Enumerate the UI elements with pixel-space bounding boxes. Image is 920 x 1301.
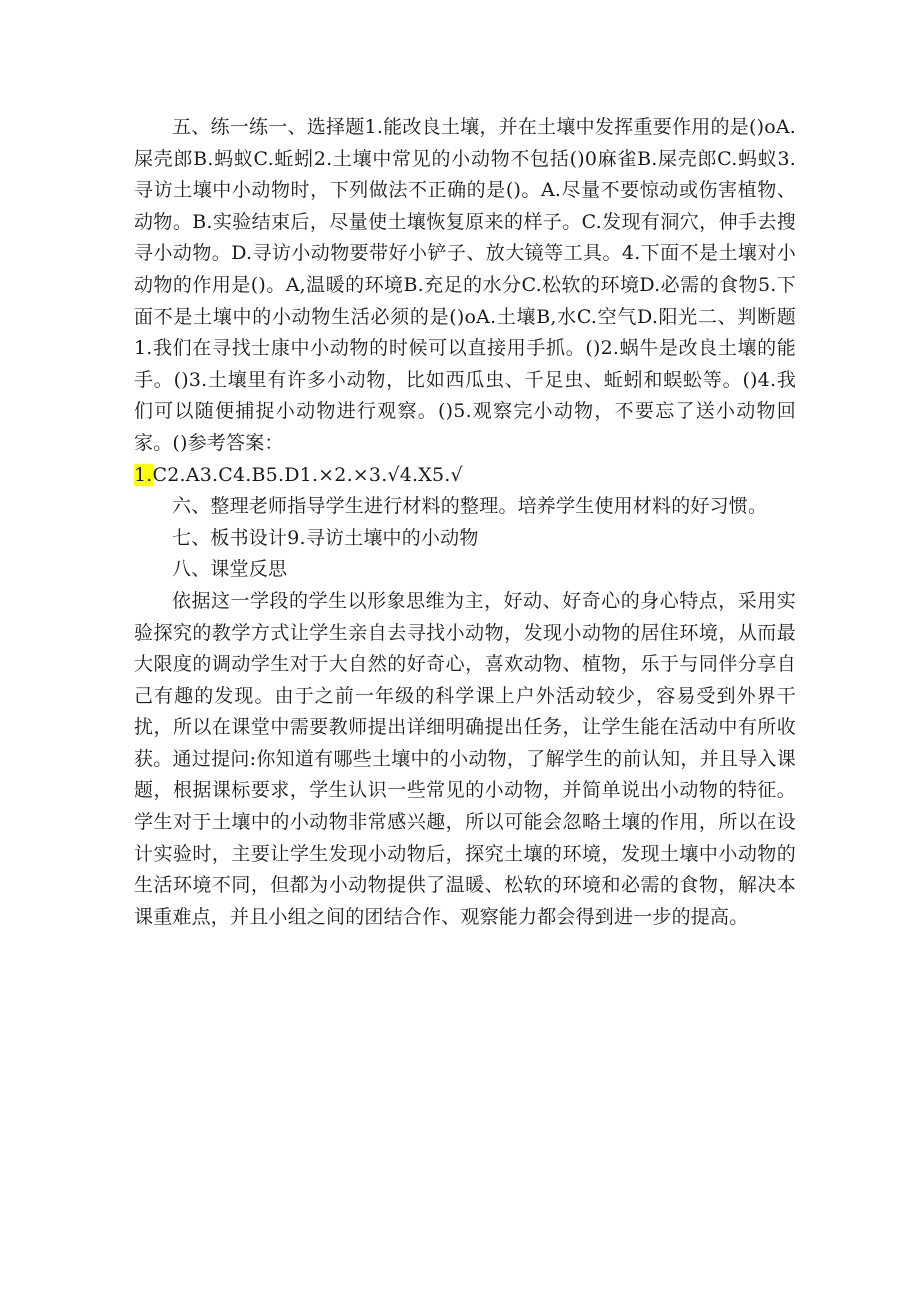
answer-key-values: C2.A3.C4.B5.D1.×2.×3.√4.X5.√ [152,463,463,486]
highlighted-answer-number: 1. [134,463,153,486]
section-eight-heading: 八、课堂反思 [172,558,288,581]
document-body [134,112,796,933]
exercise-paragraph: 五、练一练一、选择题1.能改良土壤，并在土壤中发挥重要作用的是()oA.屎壳郎B.蚂蚁C.蚯蚓2.土壤中常见的小动物不包括()0麻雀B.屎壳郎C.蚂蚁3.寻访土壤中小动物时，下列做法不正确的是()。A.尽量不要惊动或伤害植物、动物。B.实验结束后，尽量使土壤恢复原来的样子。C.发现有洞穴，伸手去搜寻小动物。D.寻访小动物要带好小铲子、放大镜等工具。4.下面不是土壤对小动物的作用是()。A,温暖的环境B.充足的水分C.松软的环境D.必需的食物5.下面不是土壤中的小动物生活必须的是()oA.土壤B,水C.空气D.阳光二、判断题1.我们在寻找士康中小动物的时候可以直接用手抓。()2.蜗牛是改良土壤的能手。()3.土壤里有许多小动物，比如西瓜虫、千足虫、蚯蚓和蜈蚣等。()4.我们可以随便捕捉小动物进行观察。()5.观察完小动物，不要忘了送小动物回家。()参考答案： [134,116,796,454]
answer-key-line [134,460,796,492]
reflection-paragraph: 依据这一学段的学生以形象思维为主，好动、好奇心的身心特点，采用实验探究的教学方式让学生亲自去寻找小动物，发现小动物的居住环境，从而最大限度的调动学生对于大自然的好奇心，喜欢动物、植物，乐于与同伴分享自己有趣的发现。由于之前一年级的科学课上户外活动较少，容易受到外界干扰，所以在课堂中需要教师提出详细明确提出任务，让学生能在活动中有所收获。通过提问:你知道有哪些土壤中的小动物，了解学生的前认知，并且导入课题，根据课标要求，学生认识一些常见的小动物，并简单说出小动物的特征。学生对于土壤中的小动物非常感兴趣，所以可能会忽略土壤的作用，所以在设计实验时，主要让学生发现小动物后，探究土壤的环境，发现土壤中小动物的生活环境不同，但都为小动物提供了温暖、松软的环境和必需的食物，解决本课重难点，并且小组之间的团结合作、观察能力都会得到进一步的提高。 [134,589,796,928]
section-six-paragraph: 六、整理老师指导学生进行材料的整理。培养学生使用材料的好习惯。 [172,495,768,518]
section-seven-paragraph: 七、板书设计9.寻访土壤中的小动物 [172,526,479,549]
